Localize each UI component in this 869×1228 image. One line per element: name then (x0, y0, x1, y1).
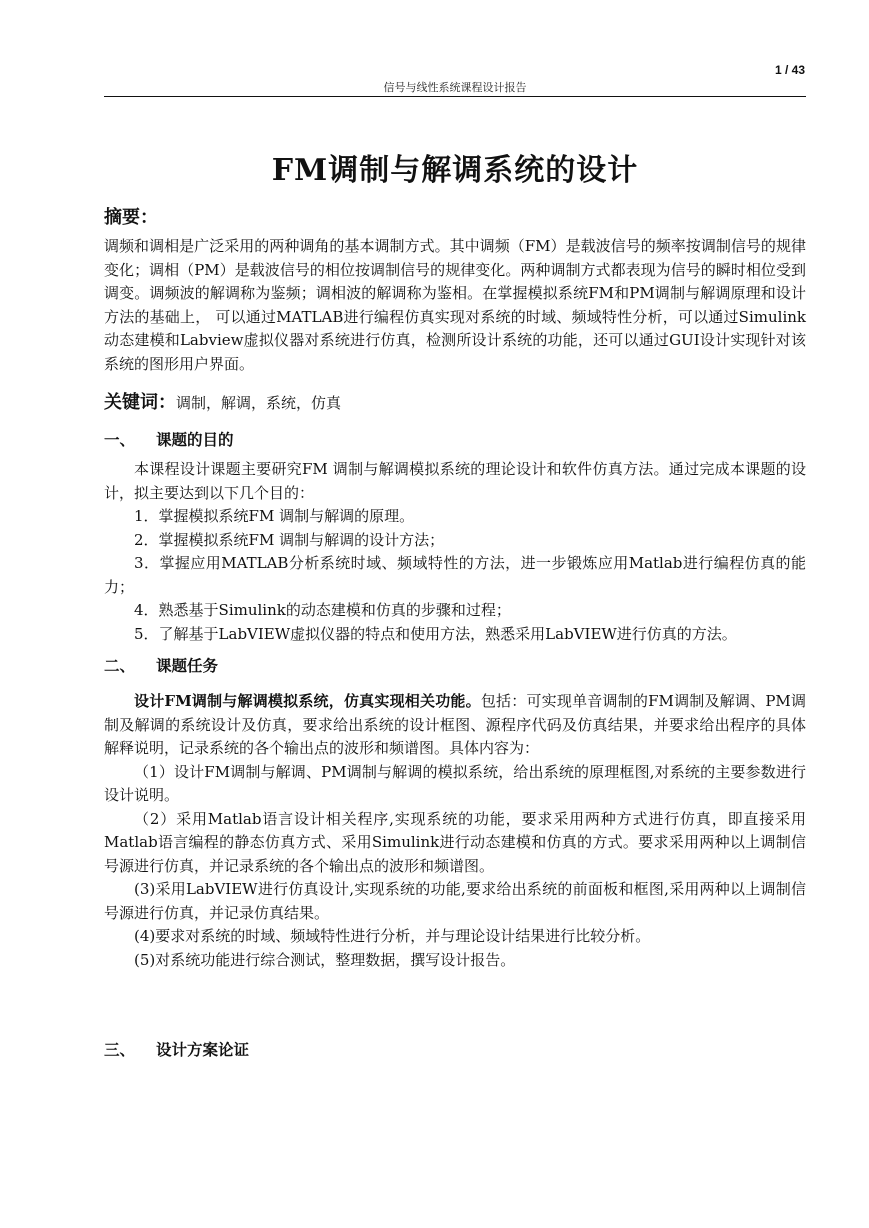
keywords-line (104, 388, 806, 414)
blank-space (104, 972, 806, 1028)
list-item: （1）设计FM调制与解调、PM调制与解调的模拟系统，给出系统的原理框图,对系统的主要参数进行设计说明。 (104, 762, 806, 804)
section-heading-design (104, 1038, 806, 1060)
list-item: 5．了解基于LabVIEW虚拟仪器的特点和使用方法，熟悉采用LabVIEW进行仿真的方法。 (134, 624, 737, 643)
abstract-text: 调频和调相是广泛采用的两种调角的基本调制方式。其中调频（FM）是载波信号的频率按调制信号的规律变化；调相（PM）是载波信号的相位按调制信号的规律变化。两种调制方式都表现为信号的瞬时相位受到调变。调频波的解调称为鉴频；调相波的解调称为鉴相。在掌握模拟系统FM和PM调制与解调原理和设计方法的基础上， 可以通过MATLAB进行编程仿真实现对系统的时域、频域特性分析，可以通过Simulink动态建模和Labview虚拟仪器对系统进行仿真，检测所设计系统的功能，还可以通过GUI设计实现针对该系统的图形用户界面。 (104, 237, 806, 373)
task-lead-rest: 包括：可实现单音调制的FM调制及解调、PM调制及解调的系统设计及仿真，要求给出系统的设计框图、源程序代码及仿真结果，并要求给出程序的具体解释说明，记录系统的各个输出点的波形和频谱图。具体内容为： (104, 692, 806, 757)
page-number: 1 / 43 (774, 63, 805, 77)
page-content (104, 140, 806, 1068)
list-item: 4．熟悉基于Simulink的动态建模和仿真的步骤和过程； (134, 601, 511, 619)
section-number: 一、 (104, 430, 136, 449)
running-header: 信号与线性系统课程设计报告 (383, 81, 527, 94)
section-heading-purpose (104, 428, 806, 450)
keywords-label: 关键词： (104, 392, 176, 413)
list-item: 2．掌握模拟系统FM 调制与解调的设计方法； (134, 530, 445, 549)
section-title: 设计方案论证 (156, 1040, 250, 1059)
section-heading-task (104, 654, 806, 676)
list-item: 3．掌握应用MATLAB分析系统时域、频域特性的方法，进一步锻炼应用Matlab进行编程仿真的能力； (104, 554, 806, 596)
task-lead (104, 690, 806, 761)
section-title: 课题任务 (156, 656, 219, 675)
list-item: 1．掌握模拟系统FM 调制与解调的原理。 (134, 507, 415, 525)
abstract-label: 摘要： (104, 207, 158, 228)
document-title: FM调制与解调系统的设计 (271, 153, 639, 188)
header-divider (104, 96, 806, 97)
task-lead-bold: 设计FM调制与解调模拟系统，仿真实现相关功能。 (134, 692, 481, 710)
purpose-list (104, 505, 806, 646)
keywords-text: 调制，解调，系统，仿真 (176, 394, 342, 412)
section-number: 二、 (104, 656, 136, 675)
list-item: (5)对系统功能进行综合测试，整理数据，撰写设计报告。 (134, 950, 516, 969)
section-title: 课题的目的 (156, 430, 234, 449)
section-number: 三、 (104, 1040, 136, 1059)
list-item: (3)采用LabVIEW进行仿真设计,实现系统的功能,要求给出系统的前面板和框图,采用两种以上调制信号源进行仿真，并记录仿真结果。 (104, 880, 806, 922)
task-list (104, 761, 806, 973)
list-item: (4)要求对系统的时域、频域特性进行分析，并与理论设计结果进行比较分析。 (134, 927, 651, 945)
purpose-intro: 本课程设计课题主要研究FM 调制与解调模拟系统的理论设计和软件仿真方法。通过完成本课题的设计，拟主要达到以下几个目的： (104, 460, 806, 502)
list-item: （2）采用Matlab语言设计相关程序,实现系统的功能，要求采用两种方式进行仿真，即直接采用Matlab语言编程的静态仿真方式、采用Simulink进行动态建模和仿真的方式。要求采用两种以上调制信号源进行仿真，并记录系统的各个输出点的波形和频谱图。 (104, 809, 806, 875)
